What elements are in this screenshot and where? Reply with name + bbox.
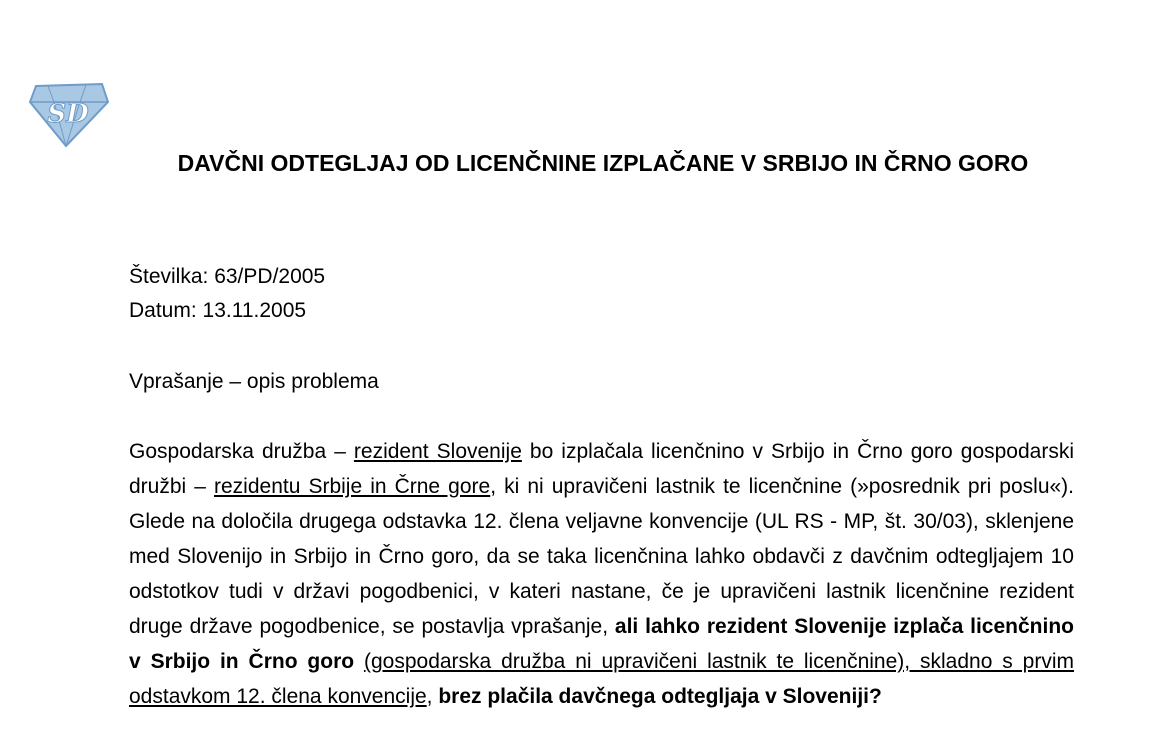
document-title: DAVČNI ODTEGLJAJ OD LICENČNINE IZPLAČANE V SRBIJO IN ČRNO GORO: [177, 150, 1029, 176]
paragraph-text: ,: [426, 685, 439, 708]
document-number: Številka: 63/PD/2005: [129, 265, 326, 288]
logo-lettering: SD: [47, 99, 89, 129]
paragraph-text: [354, 650, 364, 673]
paragraph-text: Gospodarska družba –: [129, 440, 354, 463]
underlined-text: (gospodarska družba ni upravičeni lastnik te licenčnine), skladno s prvim odstavkom 12. člena konvencije: [129, 650, 1074, 708]
paragraph-text: bo izplačala licenčnino v Srbijo in Črno goro gospodarski družbi –: [129, 440, 1074, 498]
bold-question: brez plačila davčnega odtegljaja v Sloveniji?: [438, 685, 882, 708]
underlined-text: rezident Slovenije: [353, 440, 522, 463]
paragraph-text: , ki ni upravičeni lastnik te licenčnine (»posrednik pri poslu«). Glede na določila drugega odstavka 12. člena veljavne konvencije (UL RS - MP, št. 30/03), sklenjene med Slovenijo in Srbijo in Črno goro, da se taka licenčnina lahko obdavči z davčnim odtegljajem 10 odstotkov tudi v državi pogodbenici, v kateri nastane, če je upravičeni lastnik licenčnine rezident druge države pogodbenice, se postavlja vprašanje,: [129, 475, 1074, 638]
document-date: Datum: 13.11.2005: [129, 299, 307, 322]
section-heading: Vprašanje – opis problema: [129, 370, 379, 393]
body-text-area: [129, 434, 1074, 743]
question-paragraph: [129, 434, 1074, 714]
underlined-text: rezidentu Srbije in Črne gore: [214, 475, 491, 498]
bold-text: ali lahko rezident Slovenije izplača licenčnino v Srbijo in Črno goro: [129, 615, 1074, 673]
company-logo: [26, 78, 112, 150]
diamond-logo-icon: [26, 78, 112, 150]
